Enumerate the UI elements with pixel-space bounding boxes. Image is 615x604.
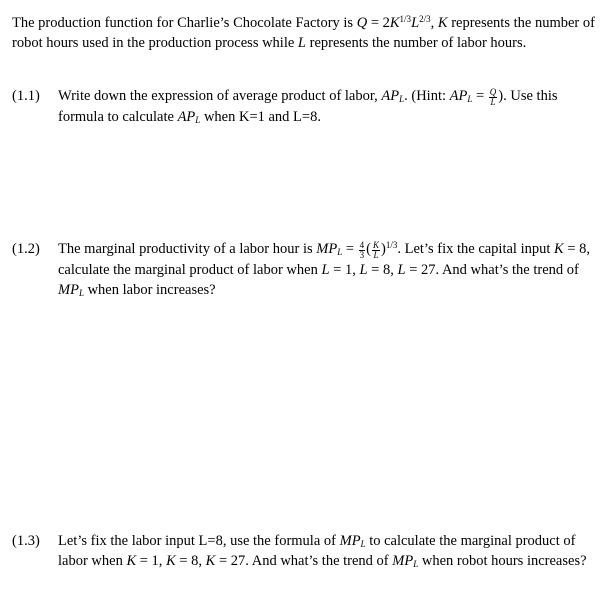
math-subscript: L [413,559,419,569]
question-text: when K=1 and L=8. [200,109,321,125]
question-text: when robot hours increases? [418,553,587,569]
math-subscript: L [195,115,201,125]
question-text: = 8, [175,553,206,569]
math-k: K [126,553,137,569]
math-paren-close: ) [381,241,386,257]
math-k: K [205,553,216,569]
math-l: L [397,262,406,278]
question-text: when labor increases? [83,282,216,298]
fraction-denominator: L [373,250,379,260]
question-1-1 [12,86,602,127]
math-k: K [554,241,564,257]
math-paren-open: ( [366,241,371,257]
fraction-numerator: Q [489,87,497,97]
math-exponent: 1/3 [385,240,398,250]
question-1-2 [12,239,602,300]
question-text: = 8, calculate the marginal product of labor when [58,241,590,278]
question-text: Let’s fix the labor input L=8, use the formula of [58,533,340,549]
fraction-numerator: K [373,240,380,250]
math-k: K [437,15,448,31]
math-subscript: L [399,94,405,104]
math-equals: = [472,88,488,104]
fraction-denominator: 3 [359,250,365,260]
fraction-k-over-l [372,241,380,260]
intro-text: represents the number of labor hours. [306,35,527,51]
intro-paragraph [12,13,602,53]
math-l: L [297,35,306,51]
question-number: (1.1) [12,88,40,104]
fraction-q-over-l [489,88,498,107]
math-k-exponent: 1/3 [399,14,412,24]
intro-text: The production function for Charlie’s Chocolate Factory is [12,15,357,31]
math-l-exponent: 2/3 [419,14,431,24]
question-1-3 [12,531,602,571]
math-subscript: L [360,539,366,549]
question-text: to calculate the marginal product of labor when [58,533,576,569]
math-mp: MP [392,553,414,569]
math-l: L [321,262,330,278]
question-text: . (Hint: [404,88,450,104]
intro-text: represents the number of robot hours used in the production process while [12,15,595,51]
fraction-four-thirds [359,241,366,260]
question-body [58,531,602,571]
math-l: L [359,262,368,278]
math-equals: = 2 [367,15,390,31]
math-ap: AP [449,88,468,104]
question-text: = 1, [136,553,167,569]
math-mp: MP [316,241,338,257]
math-equals: = [342,241,358,257]
fraction-numerator: 4 [359,240,365,250]
math-k: K [166,553,176,569]
question-text: ). Use this formula to calculate [58,88,558,125]
question-text: The marginal productivity of a labor hour is [58,241,317,257]
fraction-denominator: L [490,97,496,107]
question-text: Write down the expression of average product of labor, [58,88,382,104]
math-ap: AP [177,109,196,125]
math-k: K [389,15,400,31]
question-number: (1.2) [12,241,40,257]
question-text: = 8, [367,262,398,278]
math-mp: MP [339,533,361,549]
question-text: = 27. And what’s the trend of [405,262,579,278]
math-subscript: L [467,94,473,104]
intro-text: , [430,15,438,31]
question-body [58,86,602,127]
math-subscript: L [78,288,84,298]
math-q: Q [356,15,368,31]
math-subscript: L [337,247,343,257]
question-text: = 27. And what’s the trend of [215,553,393,569]
question-text: . Let’s fix the capital input [397,241,555,257]
math-ap: AP [381,88,400,104]
math-mp: MP [58,282,79,298]
question-number: (1.3) [12,533,40,549]
question-body [58,239,602,300]
question-text: = 1, [329,262,360,278]
math-l: L [411,15,420,31]
